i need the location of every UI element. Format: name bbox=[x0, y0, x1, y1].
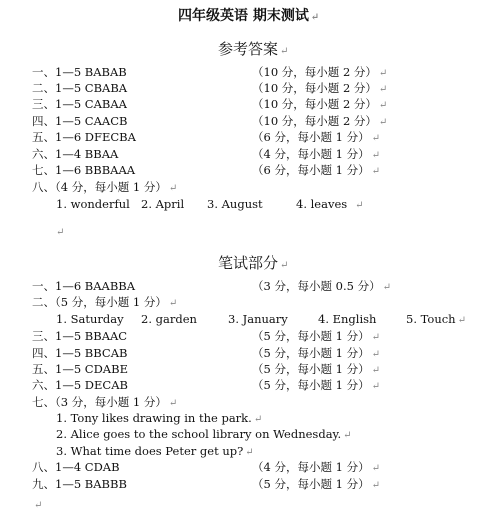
answer-row-label: 六、1—4 BBAA bbox=[32, 147, 119, 161]
answer-row-score: （10 分，每小题 2 分） ↵ bbox=[252, 97, 388, 111]
answer-row-score: （10 分，每小题 2 分） ↵ bbox=[252, 65, 388, 79]
paragraph-mark: ↵ bbox=[378, 68, 388, 79]
answer-row-label: 一、1—6 BAABBA bbox=[32, 279, 136, 293]
paragraph-mark: ↵ bbox=[371, 463, 380, 474]
paragraph-mark: ↵ bbox=[378, 84, 388, 95]
question-8-label: 八、（4 分，每小题 1 分） ↵ bbox=[32, 180, 178, 194]
answer-row-score: （6 分，每小题 1 分） ↵ bbox=[252, 163, 380, 177]
answer-row-score: （6 分，每小题 1 分） ↵ bbox=[252, 130, 380, 144]
answer-row-label: 七、1—6 BBBAAA bbox=[32, 163, 136, 177]
answer-item: 2. April bbox=[141, 197, 185, 211]
paragraph-mark: ↵ bbox=[253, 414, 263, 425]
paragraph-mark: ↵ bbox=[371, 150, 380, 161]
answer-row-score: （5 分，每小题 1 分） ↵ bbox=[252, 477, 380, 491]
answer-row-score: （10 分，每小题 2 分） ↵ bbox=[252, 114, 388, 128]
paragraph-mark: ↵ bbox=[280, 260, 289, 271]
answer-row-score: （3 分，每小题 0.5 分） ↵ bbox=[252, 279, 391, 293]
answer-item: 4. English bbox=[318, 312, 377, 326]
sentence-item: 3. What time does Peter get up? ↵ bbox=[56, 444, 254, 458]
answer-row-label: 五、1—6 DFECBA bbox=[32, 130, 136, 144]
paragraph-mark: ↵ bbox=[168, 298, 178, 309]
section-heading-written: 笔试部分 ↵ bbox=[218, 254, 289, 272]
section-heading-answers: 参考答案 ↵ bbox=[218, 40, 289, 58]
answer-row-label: 三、1—5 CABAA bbox=[32, 97, 127, 111]
answer-row-score: （4 分，每小题 1 分） ↵ bbox=[252, 460, 380, 474]
paragraph-mark: ↵ bbox=[343, 430, 352, 441]
document-title: 四年级英语 期末测试 ↵ bbox=[178, 8, 320, 24]
paragraph-mark: ↵ bbox=[371, 480, 380, 491]
answer-row-label: 九、1—5 BABBB bbox=[32, 477, 127, 491]
answer-row-label: 四、1—5 BBCAB bbox=[32, 346, 128, 360]
answer-item: 1. Saturday bbox=[56, 312, 124, 326]
sentence-item: 2. Alice goes to the school library on Wednesday. ↵ bbox=[56, 427, 352, 441]
answer-row-label: 六、1—5 DECAB bbox=[32, 378, 128, 392]
answer-row-label: 一、1—5 BABAB bbox=[32, 65, 127, 79]
answer-row-score: （4 分，每小题 1 分） ↵ bbox=[252, 147, 380, 161]
paragraph-mark: ↵ bbox=[457, 315, 466, 326]
paragraph-mark: ↵ bbox=[382, 282, 391, 293]
paragraph-mark: ↵ bbox=[168, 183, 178, 194]
answer-row-label: 三、1—5 BBAAC bbox=[32, 329, 128, 343]
question-2-label: 二、（5 分，每小题 1 分） ↵ bbox=[32, 295, 178, 309]
sentence-item: 1. Tony likes drawing in the park. ↵ bbox=[56, 411, 263, 425]
answer-row-score: （5 分，每小题 1 分） ↵ bbox=[252, 362, 380, 376]
paragraph-mark: ↵ bbox=[371, 349, 380, 360]
answer-row-score: （5 分，每小题 1 分） ↵ bbox=[252, 329, 380, 343]
answer-item: 2. garden bbox=[141, 312, 197, 326]
answer-row-score: （5 分，每小题 1 分） ↵ bbox=[252, 378, 380, 392]
paragraph-mark: ↵ bbox=[56, 227, 65, 238]
answer-row-label: 八、1—4 CDAB bbox=[32, 460, 120, 474]
paragraph-mark: ↵ bbox=[280, 46, 289, 57]
answer-item: 4. leaves ↵ bbox=[296, 197, 364, 211]
paragraph-mark: ↵ bbox=[378, 117, 388, 128]
answer-row-label: 四、1—5 CAACB bbox=[32, 114, 128, 128]
paragraph-mark: ↵ bbox=[168, 398, 178, 409]
answer-item: 1. wonderful bbox=[56, 197, 130, 211]
paragraph-mark: ↵ bbox=[355, 200, 364, 211]
paragraph-mark: ↵ bbox=[371, 166, 380, 177]
paragraph-mark: ↵ bbox=[245, 447, 254, 458]
answer-row-label: 五、1—5 CDABE bbox=[32, 362, 128, 376]
paragraph-mark: ↵ bbox=[378, 100, 388, 111]
paragraph-mark: ↵ bbox=[371, 365, 380, 376]
paragraph-mark: ↵ bbox=[34, 500, 43, 511]
answer-item: 3. August bbox=[207, 197, 263, 211]
answer-item: 5. Touch ↵ bbox=[406, 312, 466, 326]
paragraph-mark: ↵ bbox=[371, 332, 380, 343]
paragraph-mark: ↵ bbox=[371, 133, 380, 144]
answer-row-score: （10 分，每小题 2 分） ↵ bbox=[252, 81, 388, 95]
paragraph-mark: ↵ bbox=[310, 12, 320, 23]
answer-item: 3. January bbox=[228, 312, 288, 326]
answer-row-score: （5 分，每小题 1 分） ↵ bbox=[252, 346, 380, 360]
answer-row-label: 二、1—5 CBABA bbox=[32, 81, 128, 95]
question-7-label: 七、（3 分，每小题 1 分） ↵ bbox=[32, 395, 178, 409]
paragraph-mark: ↵ bbox=[371, 381, 380, 392]
